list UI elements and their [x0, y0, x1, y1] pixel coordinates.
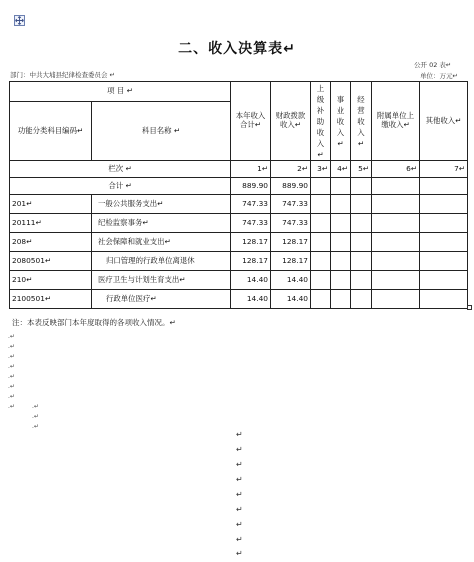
col-num: 2↵ — [271, 161, 311, 178]
column-number-row — [10, 161, 468, 178]
row-code: 210↵ — [10, 271, 92, 290]
header-business: 事业收入↵ — [331, 82, 351, 161]
paragraph-mark-icon: ↵ — [236, 460, 243, 469]
row-code: 2100501↵ — [10, 290, 92, 309]
col-num: 7↵ — [420, 161, 468, 178]
paragraph-fragment: .↵ — [8, 333, 15, 340]
row-name: 社会保障和就业支出↵ — [92, 233, 231, 252]
col-num: 6↵ — [372, 161, 420, 178]
table-row — [10, 233, 468, 252]
row-fiscal: 14.40 — [271, 290, 311, 309]
header-subject-name: 科目名称 ↵ — [92, 102, 231, 161]
header-other: 其他收入↵ — [420, 82, 468, 161]
paragraph-fragment: .↵ — [8, 373, 15, 380]
table-note: 注：本表反映部门本年度取得的各项收入情况。↵ — [12, 318, 176, 327]
row-code: 2080501↵ — [10, 252, 92, 271]
paragraph-mark-icon: ↵ — [236, 430, 243, 439]
row-total: 747.33 — [231, 214, 271, 233]
header-operation: 经营收入↵ — [351, 82, 372, 161]
row-name: 一般公共服务支出↵ — [92, 195, 231, 214]
table-row — [10, 252, 468, 271]
col-num: 4↵ — [331, 161, 351, 178]
end-of-row-marker-icon — [467, 305, 472, 310]
row-total: 128.17 — [231, 252, 271, 271]
table-row — [10, 195, 468, 214]
paragraph-fragment: .↵ — [8, 383, 15, 390]
paragraph-fragment: .↵ — [8, 353, 15, 360]
paragraph-mark-icon: ↵ — [236, 445, 243, 454]
row-code: 20111↵ — [10, 214, 92, 233]
row-fiscal: 128.17 — [271, 252, 311, 271]
paragraph-mark-icon: ↵ — [236, 475, 243, 484]
paragraph-mark-icon: ↵ — [236, 520, 243, 529]
paragraph-fragment: .↵ — [8, 363, 15, 370]
col-row-label: 栏次 ↵ — [10, 161, 231, 178]
income-table — [9, 81, 468, 309]
paragraph-fragment: .↵ — [32, 423, 39, 430]
row-code: 201↵ — [10, 195, 92, 214]
header-project: 项 目 ↵ — [10, 82, 231, 102]
paragraph-fragment: .↵ — [8, 393, 15, 400]
page-title: 二、收入决算表↵ — [178, 41, 296, 57]
sum-total: 889.90 — [231, 178, 271, 195]
row-total: 14.40 — [231, 290, 271, 309]
unit-label: 单位：万元↵ — [420, 72, 458, 80]
paragraph-fragment: .↵ — [8, 343, 15, 350]
header-affiliated: 附属单位上缴收入↵ — [372, 82, 420, 161]
public-table-number: 公开 02 表↵ — [414, 61, 452, 69]
row-fiscal: 128.17 — [271, 233, 311, 252]
table-row — [10, 214, 468, 233]
paragraph-mark-icon: ↵ — [236, 549, 243, 558]
sum-fiscal: 889.90 — [271, 178, 311, 195]
paragraph-fragment: .↵ — [8, 403, 15, 410]
sum-row — [10, 178, 468, 195]
paragraph-mark-icon: ↵ — [236, 490, 243, 499]
col-num: 3↵ — [311, 161, 331, 178]
sum-label: 合计 ↵ — [10, 178, 231, 195]
col-num: 5↵ — [351, 161, 372, 178]
paragraph-fragment: .↵ — [32, 413, 39, 420]
header-fiscal: 财政拨款收入↵ — [271, 82, 311, 161]
row-code: 208↵ — [10, 233, 92, 252]
row-name: 行政单位医疗↵ — [92, 290, 231, 309]
table-row — [10, 290, 468, 309]
row-name: 医疗卫生与计划生育支出↵ — [92, 271, 231, 290]
table-move-handle-icon[interactable] — [14, 15, 25, 26]
row-total: 14.40 — [231, 271, 271, 290]
paragraph-mark-icon: ↵ — [236, 505, 243, 514]
header-superior: 上级补助收入↵ — [311, 82, 331, 161]
row-fiscal: 747.33 — [271, 195, 311, 214]
row-fiscal: 747.33 — [271, 214, 311, 233]
paragraph-mark-icon: ↵ — [236, 535, 243, 544]
table-row — [10, 271, 468, 290]
row-name: 归口管理的行政单位离退休 — [92, 252, 231, 271]
row-fiscal: 14.40 — [271, 271, 311, 290]
row-name: 纪检监察事务↵ — [92, 214, 231, 233]
header-func-code: 功能分类科目编码↵ — [10, 102, 92, 161]
row-total: 128.17 — [231, 233, 271, 252]
col-num: 1↵ — [231, 161, 271, 178]
row-total: 747.33 — [231, 195, 271, 214]
department-label: 部门：中共大埔县纪律检查委员会 ↵ — [10, 71, 116, 79]
paragraph-fragment: .↵ — [32, 403, 39, 410]
header-total: 本年收入合计↵ — [231, 82, 271, 161]
